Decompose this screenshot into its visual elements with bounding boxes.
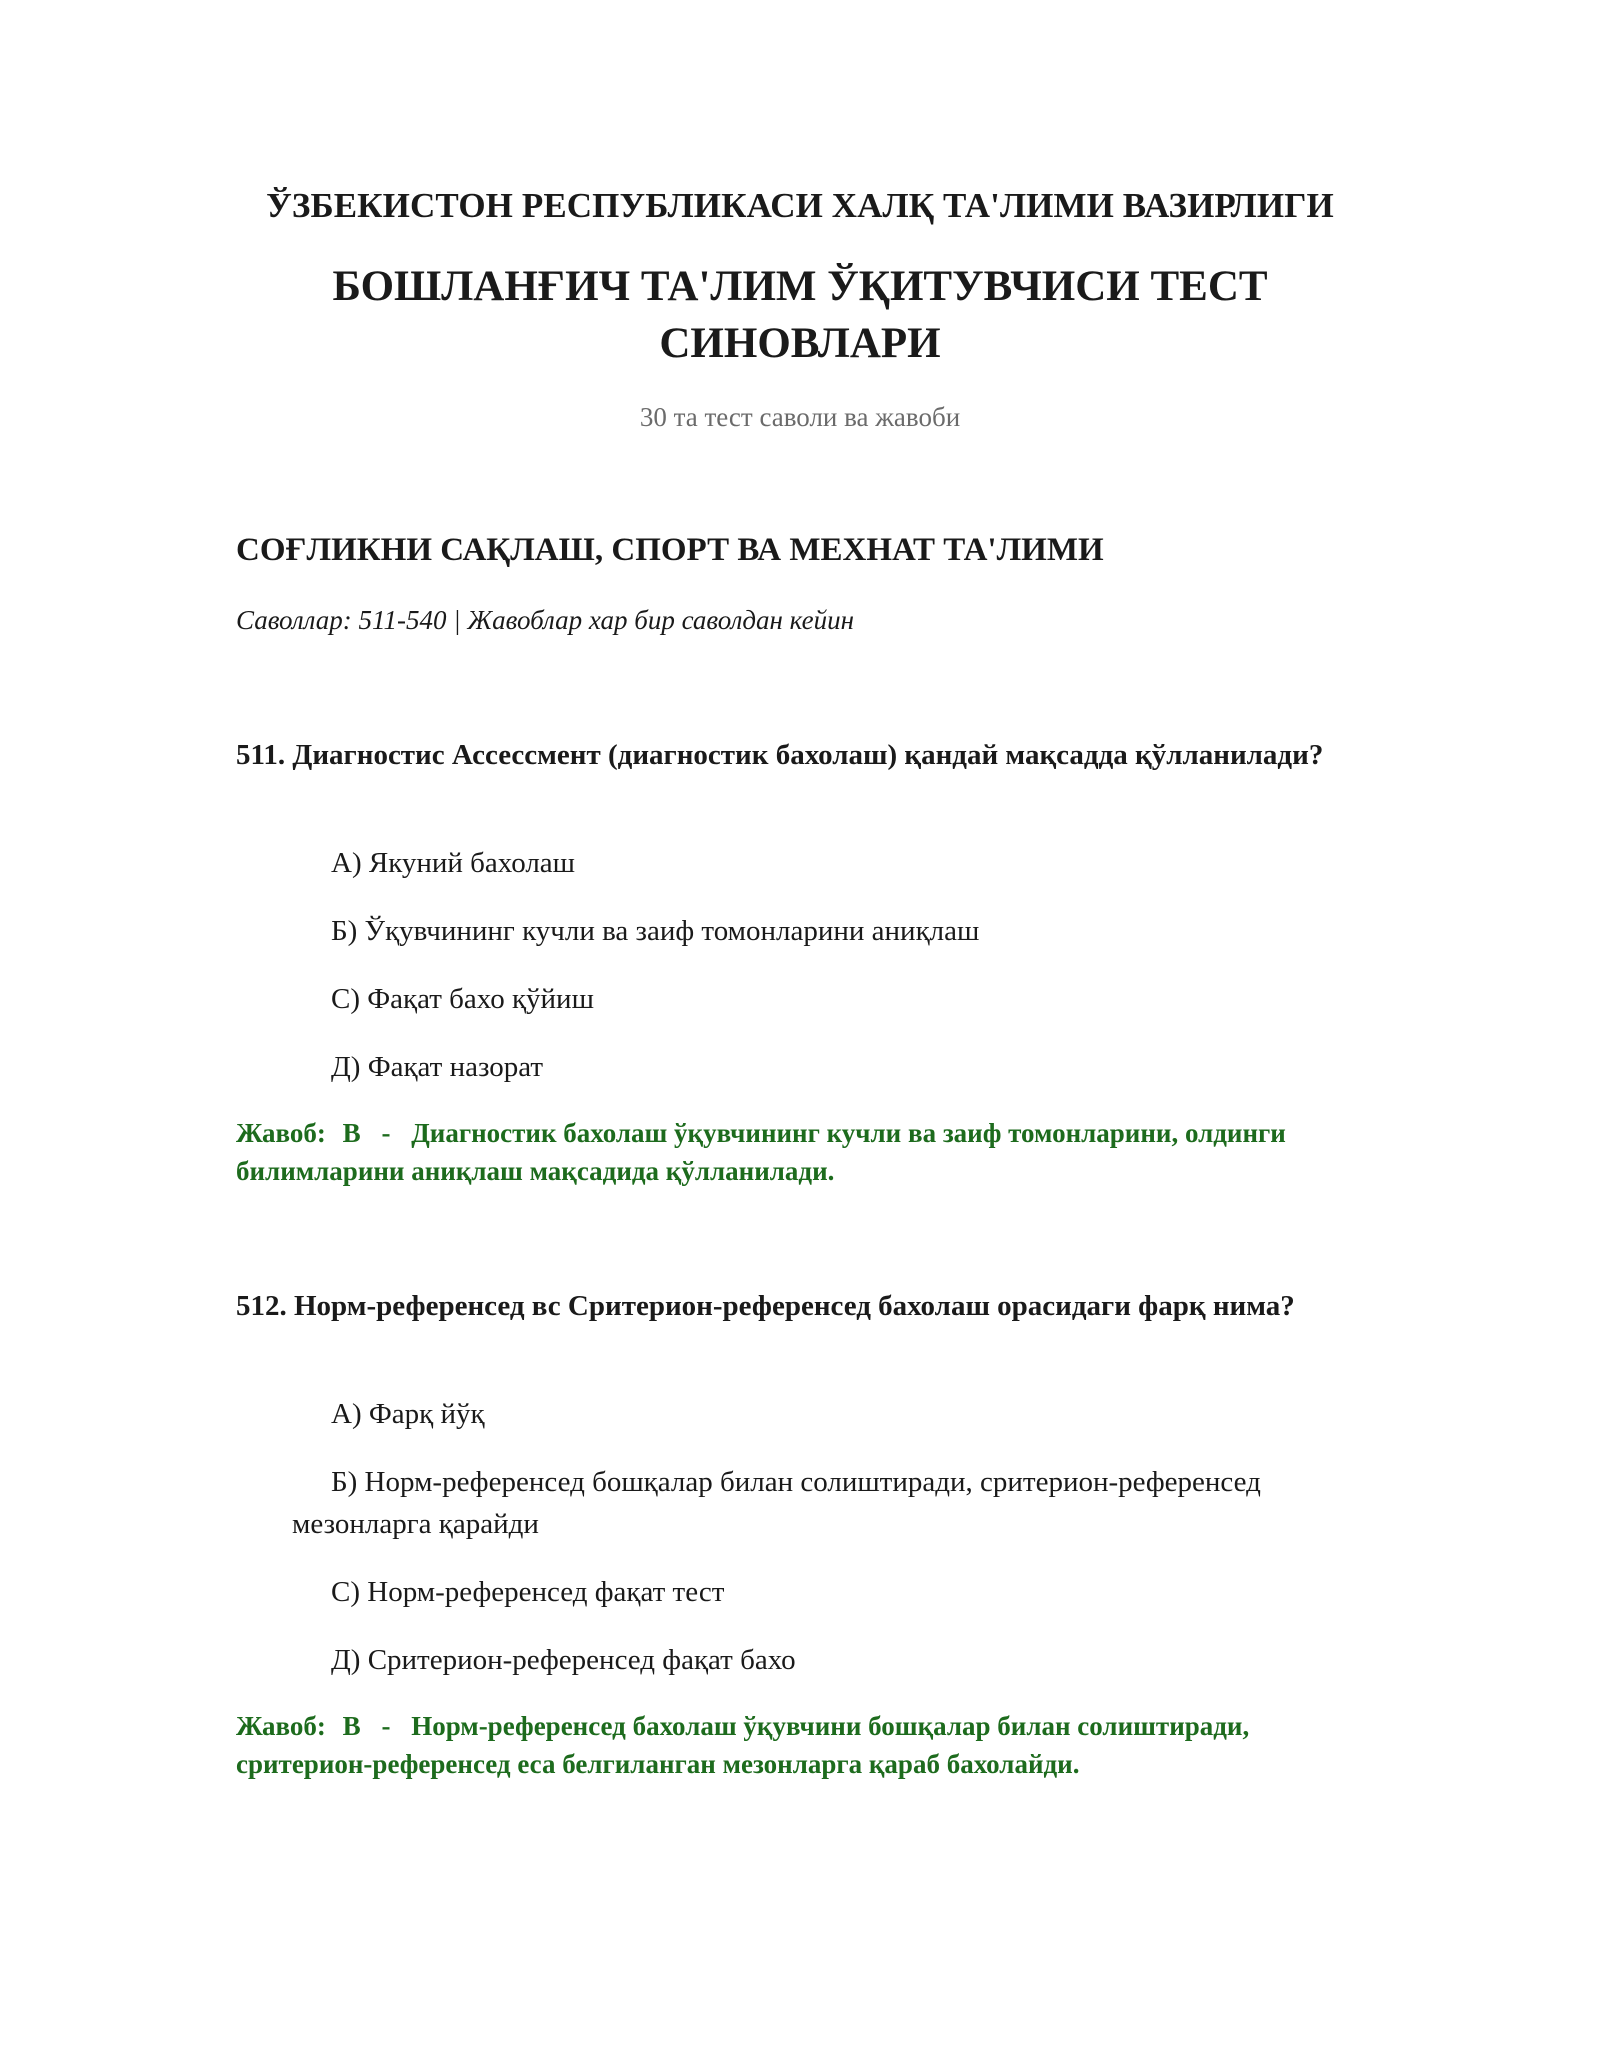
answer-text: Диагностик бахолаш ўқувчининг кучли ва заиф томонларини, олдинги билимларини аниқлаш мақсадида қўлланилади. [236, 1118, 1286, 1186]
ministry-heading: ЎЗБЕКИСТОН РЕСПУБЛИКАСИ ХАЛҚ ТА'ЛИМИ ВАЗИРЛИГИ [266, 186, 1334, 225]
question-511-option-d: Д) Фақат назорат [331, 1051, 544, 1083]
question-511-answer [236, 1114, 1366, 1190]
answer-letter: B [342, 1118, 361, 1148]
question-512-option-c: С) Норм-референсед фақат тест [331, 1576, 725, 1608]
document-title: БОШЛАНҒИЧ ТА'ЛИМ ЎҚИТУВЧИСИ ТЕСТ СИНОВЛАРИ [332, 263, 1268, 367]
question-511: 511. Диагностис Ассессмент (диагностик бахолаш) қандай мақсадда қўлланилади? [236, 739, 1324, 771]
answer-text: Норм-референсед бахолаш ўқувчини бошқалар билан солиштиради, сритерион-референсед еса белгиланган мезонларга қараб бахолайди. [236, 1711, 1250, 1779]
question-512-option-a: А) Фарқ йўқ [331, 1398, 485, 1430]
question-511-option-a: А) Якуний бахолаш [331, 847, 575, 879]
question-512-option-d: Д) Сритерион-референсед фақат бахо [331, 1644, 796, 1676]
question-511-option-b: Б) Ўқувчининг кучли ва заиф томонларини аниқлаш [331, 915, 980, 947]
question-511-option-c: С) Фақат бахо қўйиш [331, 983, 594, 1015]
question-512: 512. Норм-референсед вс Сритерион-референсед бахолаш орасидаги фарқ нима? [236, 1290, 1295, 1322]
question-512-option-b: Б) Норм-референсед бошқалар билан солиштиради, сритерион-референсед мезонларга қарайди [292, 1466, 1261, 1540]
answer-dash: - [381, 1118, 391, 1148]
answer-label: Жавоб: [236, 1711, 326, 1741]
section-title: СОҒЛИКНИ САҚЛАШ, СПОРТ ВА МЕХНАТ ТА'ЛИМИ [236, 532, 1104, 568]
question-512-answer [236, 1707, 1366, 1783]
answer-label: Жавоб: [236, 1118, 326, 1148]
document-subtitle: 30 та тест саволи ва жавоби [639, 402, 961, 432]
section-note: Саволлар: 511-540 | Жавоблар хар бир саволдан кейин [236, 605, 855, 635]
answer-dash: - [381, 1711, 391, 1741]
answer-letter: B [342, 1711, 361, 1741]
